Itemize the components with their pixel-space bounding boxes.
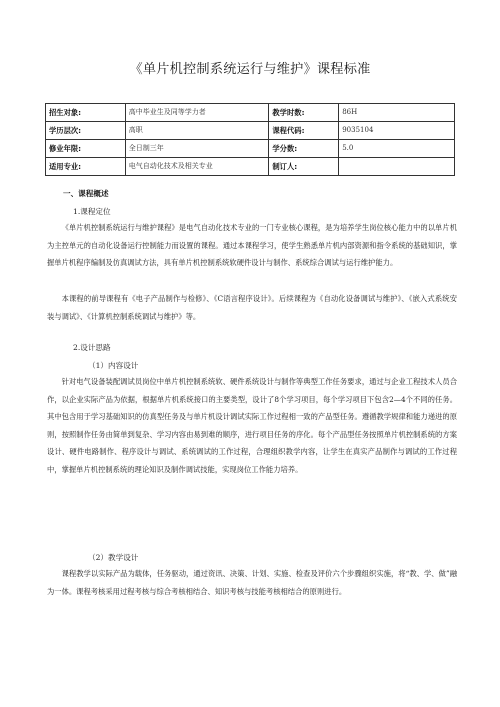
- paragraph-teaching-design: 课程教学以实际产品为载体，任务驱动，通过资讯、决策、计划、实施、检查及评价六个步骤组织实施，将“教、学、做”融为一体。课程考核采用过程考核与综合考核相结合、知识考核与技能考核相结合的原则进行。: [47, 569, 457, 596]
- paragraph-prerequisites: 本课程的前导课程有《电子产品制作与检修》、《C语言程序设计》。后续课程为《自动化设备调试与维护》、《嵌入式系统安装与调试》、《计算机控制系统调试与维护》等。: [47, 294, 457, 321]
- course-info-table: [45, 103, 455, 176]
- label-teaching-hours: 教学时数:: [269, 104, 339, 122]
- value-study-length: 全日制三年: [125, 140, 269, 158]
- label-credits: 学分数:: [269, 140, 339, 158]
- item-heading-teaching-design: （2）教学设计: [88, 553, 139, 562]
- value-course-code: 9035104: [339, 122, 455, 140]
- value-author: [339, 158, 455, 176]
- label-author: 制订人:: [269, 158, 339, 176]
- value-education-level: 高职: [125, 122, 269, 140]
- table-row: [46, 122, 455, 140]
- subsection-heading-positioning: 1.课程定位: [73, 207, 111, 216]
- item-heading-content-design: （1）内容设计: [88, 361, 139, 370]
- paragraph-content-design: 针对电气设备装配调试员岗位中单片机控制系统软、硬件系统设计与制作等典型工作任务要求，通过与企业工程技术人员合作，以企业实际产品为依据，根据单片机系统接口的主要类型，设计了8个学习项目，每个学习项目下包含2—4个不同的任务。其中包含用于学习基础知识的仿真型任务及与单片机设计调试实际工作过程相一致的产品型任务。遵循教学规律和能力递进的原则，按照制作任务由简单到复杂、学习内容由易到难的顺序，进行项目任务的序化。每个产品型任务按照单片机控制系统的方案设计、硬件电路制作、程序设计与调试、系统调试的工作过程，合理组织教学内容，让学生在真实产品制作与调试的工作过程中，掌握单片机控制系统的理论知识及制作调试技能，实现岗位工作能力培养。: [47, 377, 457, 474]
- value-applicable-major: 电气自动化技术及相关专业: [125, 158, 269, 176]
- label-applicable-major: 适用专业:: [46, 158, 126, 176]
- section-heading-overview: 一、课程概述: [63, 189, 109, 198]
- label-education-level: 学历层次:: [46, 122, 126, 140]
- paragraph-positioning: 《单片机控制系统运行与维护课程》是电气自动化技术专业的一门专业核心课程，是为培养学生岗位核心能力中的以单片机为主控单元的自动化设备运行控制能力而设置的课程。通过本课程学习，使学生熟悉单片机内部资源和指令系统的基础知识，掌握单片机程序编制及仿真调试方法，具有单片机控制系统软硬件设计与制作、系统综合调试与运行维护能力。: [47, 223, 457, 268]
- table-row: [46, 140, 455, 158]
- value-credits: 5.0: [339, 140, 455, 158]
- label-study-length: 修业年限:: [46, 140, 126, 158]
- table-row: [46, 104, 455, 122]
- value-teaching-hours: 86H: [339, 104, 455, 122]
- subsection-heading-design: 2.设计思路: [73, 343, 111, 352]
- value-enrollment: 高中毕业生及同等学力者: [125, 104, 269, 122]
- label-course-code: 课程代码:: [269, 122, 339, 140]
- label-enrollment: 招生对象:: [46, 104, 126, 122]
- document-title: 《单片机控制系统运行与维护》课程标准: [129, 62, 371, 77]
- table-row: [46, 158, 455, 176]
